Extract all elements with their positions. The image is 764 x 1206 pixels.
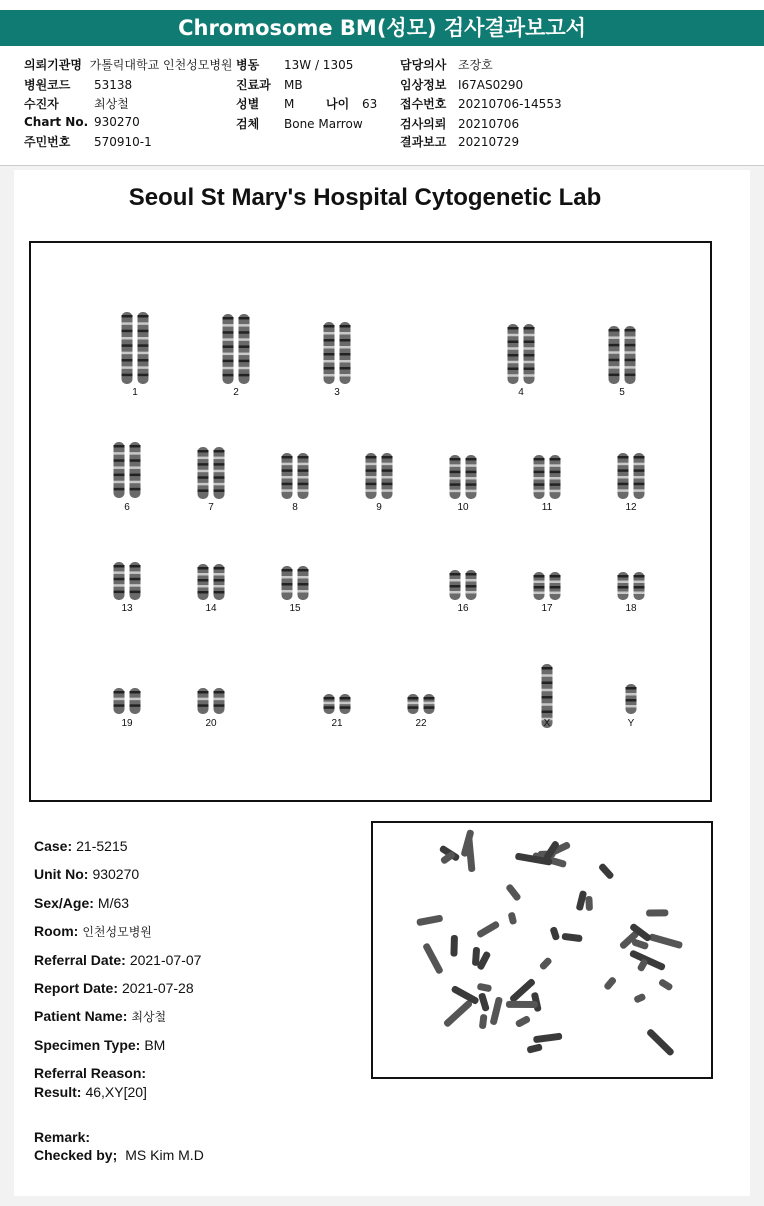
chromosome-Y xyxy=(626,684,637,714)
chromosome-16 xyxy=(450,570,477,600)
metaphase-chromosome xyxy=(508,912,518,926)
metaphase-chromosome xyxy=(472,947,480,966)
metaphase-chromosome xyxy=(479,1014,488,1029)
meta-institution: 의뢰기관명 가톨릭대학교 인천성모병원 xyxy=(24,58,233,72)
field-referral-reason: Referral Reason: xyxy=(34,1065,147,1081)
chromosome-label-18: 18 xyxy=(625,603,637,614)
chromosome-19 xyxy=(114,688,141,714)
field-result: Result: 46,XY[20] xyxy=(34,1084,147,1100)
meta-patient: 수진자 최상철 xyxy=(24,97,129,111)
field-case: Case: 21-5215 xyxy=(34,838,128,854)
metaphase-chromosome xyxy=(646,1028,675,1057)
chromosome-label-10: 10 xyxy=(457,502,469,513)
chromosome-label-3: 3 xyxy=(334,387,340,398)
meta-resident-no: 주민번호 570910-1 xyxy=(24,135,152,149)
metaphase-chromosome xyxy=(533,1033,563,1044)
chromosome-label-1: 1 xyxy=(132,387,138,398)
chromosome-label-Y: Y xyxy=(627,718,635,729)
chromosome-label-17: 17 xyxy=(541,603,553,614)
metaphase-image xyxy=(373,823,711,1077)
chromosome-11 xyxy=(534,455,561,499)
metaphase-chromosome xyxy=(598,862,615,880)
metaphase-chromosome xyxy=(506,1001,538,1008)
chromosome-15 xyxy=(282,566,309,600)
chromosome-label-14: 14 xyxy=(205,603,217,614)
meta-doctor: 담당의사 조장호 xyxy=(400,58,493,72)
chromosome-label-22: 22 xyxy=(415,718,427,729)
metaphase-chromosome xyxy=(646,909,668,916)
field-referral-date: Referral Date: 2021-07-07 xyxy=(34,952,202,968)
chromosome-label-6: 6 xyxy=(124,502,130,513)
chromosome-label-X: X xyxy=(543,718,551,729)
chromosome-4 xyxy=(508,324,535,384)
chromosome-1 xyxy=(122,312,149,384)
meta-hospital-code: 병원코드 53138 xyxy=(24,78,133,92)
meta-age: 나이 63 xyxy=(326,97,378,111)
chromosome-label-5: 5 xyxy=(619,387,625,398)
metaphase-chromosome xyxy=(478,992,490,1012)
report-title: Chromosome BM(성모) 검사결과보고서 xyxy=(0,10,764,46)
chromosome-label-20: 20 xyxy=(205,718,217,729)
chromosome-10 xyxy=(450,455,477,499)
metaphase-chromosome xyxy=(515,1015,532,1028)
field-checked-by: Checked by; MS Kim M.D xyxy=(34,1147,204,1163)
chromosome-18 xyxy=(618,572,645,600)
field-remark: Remark: xyxy=(34,1129,91,1145)
chromosome-20 xyxy=(198,688,225,714)
chromosome-12 xyxy=(618,453,645,499)
metaphase-chromosome xyxy=(476,920,500,938)
meta-department: 진료과 MB xyxy=(236,78,303,92)
chromosome-label-16: 16 xyxy=(457,603,469,614)
metaphase-chromosome xyxy=(576,890,588,911)
field-unit-no: Unit No: 930270 xyxy=(34,866,140,882)
meta-clinical-info: 임상정보 I67AS0290 xyxy=(400,78,524,92)
chromosome-label-8: 8 xyxy=(292,502,298,513)
metaphase-chromosome xyxy=(561,933,582,943)
report-header xyxy=(0,0,764,166)
chromosome-label-4: 4 xyxy=(518,387,524,398)
chromosome-13 xyxy=(114,562,141,600)
chromosome-5 xyxy=(609,326,636,384)
metaphase-chromosome xyxy=(526,1043,543,1054)
field-patient-name: Patient Name: 최상철 xyxy=(34,1008,167,1024)
metaphase-chromosome xyxy=(422,942,444,975)
chromosome-label-7: 7 xyxy=(208,502,214,513)
chromosome-17 xyxy=(534,572,561,600)
metaphase-chromosome xyxy=(648,933,683,949)
metaphase-chromosome xyxy=(658,978,674,991)
metaphase-chromosome xyxy=(477,983,492,993)
chromosome-3 xyxy=(324,322,351,384)
field-report-date: Report Date: 2021-07-28 xyxy=(34,980,194,996)
chromosome-label-11: 11 xyxy=(541,502,553,513)
chromosome-6 xyxy=(114,442,141,498)
chromosome-14 xyxy=(198,564,225,600)
metaphase-chromosome xyxy=(443,999,474,1028)
metaphase-chromosome xyxy=(603,976,617,991)
metaphase-chromosome xyxy=(539,956,553,970)
chromosome-21 xyxy=(324,694,351,714)
metaphase-chromosome xyxy=(450,985,479,1005)
chromosome-8 xyxy=(282,453,309,499)
metaphase-chromosome xyxy=(549,926,560,941)
metaphase-chromosome xyxy=(633,993,646,1004)
metaphase-chromosome xyxy=(509,978,536,1004)
field-sex-age: Sex/Age: M/63 xyxy=(34,895,130,911)
meta-sex: 성별 M xyxy=(236,97,295,111)
chromosome-label-15: 15 xyxy=(289,603,301,614)
field-room: Room: 인천성모병원 xyxy=(34,923,152,939)
metaphase-chromosome xyxy=(629,949,666,971)
chromosome-label-12: 12 xyxy=(625,502,637,513)
lab-title: Seoul St Mary's Hospital Cytogenetic Lab xyxy=(128,184,602,211)
metaphase-chromosome xyxy=(505,883,522,902)
chromosome-7 xyxy=(198,447,225,499)
meta-receipt-no: 접수번호 20210706-14553 xyxy=(400,97,562,111)
meta-ward: 병동 13W / 1305 xyxy=(236,58,354,72)
chromosome-22 xyxy=(408,694,435,714)
metaphase-chromosome xyxy=(489,996,503,1025)
meta-report-date: 결과보고 20210729 xyxy=(400,135,520,149)
metaphase-chromosome xyxy=(416,915,443,927)
meta-specimen: 검체 Bone Marrow xyxy=(236,117,363,131)
chromosome-label-13: 13 xyxy=(121,603,133,614)
header-divider xyxy=(0,165,764,166)
chromosome-2 xyxy=(223,314,250,384)
field-specimen-type: Specimen Type: BM xyxy=(34,1037,166,1053)
chromosome-9 xyxy=(366,453,393,499)
chromosome-label-21: 21 xyxy=(331,718,343,729)
chromosome-label-19: 19 xyxy=(121,718,133,729)
meta-request-date: 검사의뢰 20210706 xyxy=(400,117,520,131)
metaphase-chromosome xyxy=(585,896,593,911)
chromosome-label-2: 2 xyxy=(233,387,239,398)
metaphase-chromosome xyxy=(450,935,458,957)
meta-chart-no: Chart No. 930270 xyxy=(24,115,140,129)
chromosome-label-9: 9 xyxy=(376,502,382,513)
